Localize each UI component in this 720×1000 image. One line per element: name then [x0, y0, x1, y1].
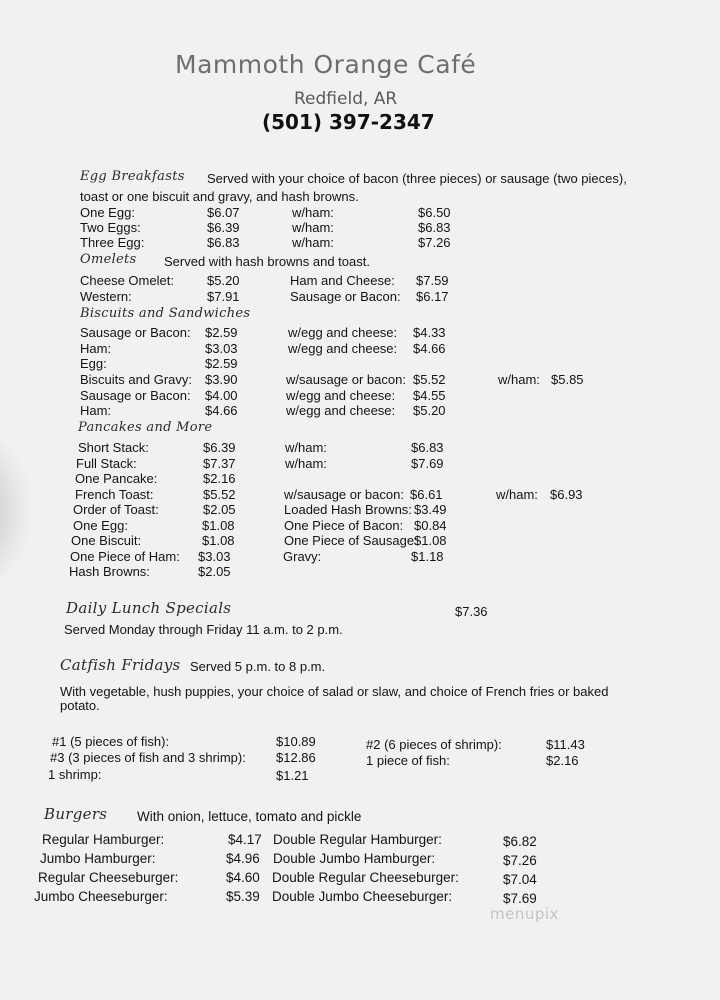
item-alt-price: $7.26 [503, 853, 537, 868]
item-alt: Sausage or Bacon: [290, 289, 401, 304]
item-alt: Loaded Hash Browns: [284, 502, 412, 517]
section-title-pancakes: Pancakes and More [78, 420, 213, 435]
lunch-desc: Served Monday through Friday 11 a.m. to 2 p.m. [64, 622, 343, 637]
item-alt-price: $7.04 [503, 872, 537, 887]
item-alt: One Piece of Sausage: [284, 533, 418, 548]
item-name: French Toast: [75, 487, 154, 502]
item-name: Three Egg: [80, 235, 145, 250]
item-alt: w/egg and cheese: [286, 388, 396, 403]
item-price: $2.05 [203, 502, 236, 517]
item-alt-price: $1.08 [414, 533, 447, 548]
item-extra-price: $6.93 [550, 487, 583, 502]
item-alt-price: $7.59 [416, 273, 449, 288]
item-extra: w/ham: [498, 372, 540, 387]
item-alt: Double Jumbo Cheeseburger: [272, 889, 453, 904]
catfish-desc: With vegetable, hush puppies, your choice of salad or slaw, and choice of French fries or baked [60, 684, 609, 699]
item-alt: w/egg and cheese: [288, 325, 398, 340]
section-title-omelets: Omelets [80, 252, 137, 267]
item-alt-price: $6.83 [411, 440, 444, 455]
item-price: $1.08 [202, 518, 235, 533]
item-name: One Egg: [73, 518, 128, 533]
item-price: $5.52 [203, 487, 236, 502]
item-price: $1.08 [202, 533, 235, 548]
item-price: $4.17 [228, 832, 262, 847]
item-price: $2.16 [203, 471, 236, 486]
item-name: Sausage or Bacon: [80, 388, 191, 403]
item-name: Jumbo Hamburger: [40, 851, 156, 866]
catfish-served: Served 5 p.m. to 8 p.m. [190, 659, 326, 674]
item-price: $7.91 [207, 289, 240, 304]
item-alt: w/ham: [285, 440, 327, 455]
item-price: $5.20 [207, 273, 240, 288]
item-name: Cheese Omelet: [80, 273, 174, 288]
item-alt: w/ham: [292, 220, 334, 235]
item-name: Jumbo Cheeseburger: [34, 889, 168, 904]
item-price: $4.60 [226, 870, 260, 885]
item-alt: Double Jumbo Hamburger: [273, 851, 436, 866]
phone-number: (501) 397-2347 [262, 110, 435, 134]
item-name: Hash Browns: [69, 564, 150, 579]
item-name: Egg: [80, 356, 107, 371]
item-price: $7.37 [203, 456, 236, 471]
item-name: Short Stack: [78, 440, 149, 455]
item-alt-price: $7.26 [418, 235, 451, 250]
item-name: Order of Toast: [73, 502, 159, 517]
item-alt-price: $0.84 [414, 518, 447, 533]
burgers-desc: With onion, lettuce, tomato and pickle [137, 809, 362, 824]
item-alt: w/egg and cheese: [286, 403, 396, 418]
item-price: $3.03 [198, 549, 231, 564]
item-alt: w/ham: [292, 205, 334, 220]
watermark: menupix [490, 905, 559, 923]
item-alt-price: $5.20 [413, 403, 446, 418]
item-price: $4.66 [205, 403, 238, 418]
item-alt-price: $7.69 [503, 891, 537, 906]
item-name: Regular Cheeseburger: [38, 870, 179, 885]
item-name: Two Eggs: [80, 220, 141, 235]
item-alt-price: $6.61 [410, 487, 443, 502]
item-alt: Double Regular Hamburger: [273, 832, 442, 847]
item-price: $6.39 [207, 220, 240, 235]
item-name: 1 shrimp: [48, 767, 102, 782]
item-alt-price: $11.43 [546, 737, 585, 752]
item-name: Ham: [80, 341, 112, 356]
page-shadow [0, 430, 30, 590]
item-price: $4.96 [226, 851, 260, 866]
item-name: One Pancake: [75, 471, 158, 486]
item-price: $6.07 [207, 205, 240, 220]
item-alt: w/ham: [292, 235, 334, 250]
item-alt-price: $6.17 [416, 289, 449, 304]
item-name: Regular Hamburger: [42, 832, 165, 847]
item-extra: w/ham: [496, 487, 538, 502]
item-alt-price: $4.55 [413, 388, 446, 403]
item-price: $12.86 [276, 750, 316, 765]
item-alt: w/ham: [285, 456, 327, 471]
item-name: Western: [80, 289, 132, 304]
item-alt-price: $7.69 [411, 456, 444, 471]
item-alt-price: $3.49 [414, 502, 447, 517]
cafe-name: Mammoth Orange Café [175, 50, 477, 79]
egg-breakfasts-desc: Served with your choice of bacon (three pieces) or sausage (two pieces), [207, 171, 627, 186]
item-price: $2.59 [205, 325, 238, 340]
item-alt-price: $5.52 [413, 372, 446, 387]
item-name: One Biscuit: [71, 533, 142, 548]
item-alt: Double Regular Cheeseburger: [272, 870, 459, 885]
item-alt-price: $6.83 [418, 220, 451, 235]
city: Redfield, AR [294, 89, 398, 109]
catfish-desc-2: potato. [60, 698, 100, 713]
egg-breakfasts-desc-2: toast or one biscuit and gravy, and hash browns. [80, 189, 359, 204]
item-price: $1.21 [276, 768, 309, 783]
item-price: $3.03 [205, 341, 238, 356]
item-extra-price: $5.85 [551, 372, 584, 387]
item-alt: #2 (6 pieces of shrimp): [366, 737, 502, 752]
item-price: $6.83 [207, 235, 240, 250]
item-alt: One Piece of Bacon: [284, 518, 404, 533]
item-alt-price: $1.18 [411, 549, 444, 564]
item-name: One Egg: [80, 205, 135, 220]
item-price: $4.00 [205, 388, 238, 403]
item-price: $5.39 [226, 889, 260, 904]
section-title-egg-breakfasts: Egg Breakfasts [80, 169, 185, 184]
item-name: Full Stack: [76, 456, 137, 471]
item-name: Ham: [80, 403, 112, 418]
item-alt: w/sausage or bacon: [286, 372, 406, 387]
item-name: One Piece of Ham: [70, 549, 180, 564]
item-name: Biscuits and Gravy: [80, 372, 192, 387]
section-title-lunch: Daily Lunch Specials [66, 599, 232, 617]
omelets-desc: Served with hash browns and toast. [164, 254, 370, 269]
item-alt: Gravy: [283, 549, 322, 564]
item-name: #3 (3 pieces of fish and 3 shrimp): [50, 750, 246, 765]
item-alt-price: $4.33 [413, 325, 446, 340]
item-alt-price: $2.16 [546, 753, 579, 768]
item-price: $2.05 [198, 564, 231, 579]
item-alt: w/egg and cheese: [288, 341, 398, 356]
item-price: $10.89 [276, 734, 316, 749]
section-title-burgers: Burgers [44, 805, 108, 823]
item-price: $6.39 [203, 440, 236, 455]
section-title-catfish: Catfish Fridays [60, 656, 181, 674]
item-alt: Ham and Cheese: [290, 273, 395, 288]
item-name: Sausage or Bacon: [80, 325, 191, 340]
lunch-price: $7.36 [455, 604, 488, 619]
item-alt: 1 piece of fish: [366, 753, 450, 768]
item-price: $2.59 [205, 356, 238, 371]
item-alt-price: $6.50 [418, 205, 451, 220]
item-price: $3.90 [205, 372, 238, 387]
item-name: #1 (5 pieces of fish): [52, 734, 170, 749]
item-alt-price: $4.66 [413, 341, 446, 356]
section-title-biscuits: Biscuits and Sandwiches [80, 306, 251, 321]
item-alt: w/sausage or bacon: [284, 487, 404, 502]
item-alt-price: $6.82 [503, 834, 537, 849]
